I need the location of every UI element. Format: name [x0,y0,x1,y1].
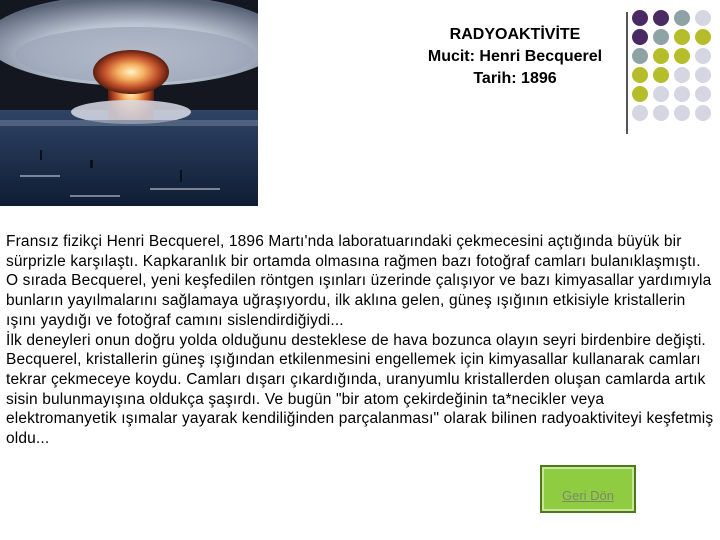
back-button-label[interactable]: Geri Dön [561,488,615,503]
decorative-dot-grid [630,10,720,120]
paragraph: O sırada Becquerel, yeni keşfedilen röntgen ışınları üzerinde çalışıyor ve bazı kimyasallar yardımıyla bunların yayılmalarını sağlamaya uğraşıyordu, ilk aklına gelen, güneş ışığının etkisiyle kristallerin ışını yaydığı ve fotoğraf camını sislendirdiğiydi... [6,272,712,329]
decorative-dot [653,10,669,26]
decorative-dot [632,86,648,102]
decorative-dot [695,48,711,64]
decorative-dot [632,105,648,121]
decorative-dot [653,105,669,121]
decorative-dot [674,67,690,83]
paragraph: Becquerel, kristallerin güneş ışığından etkilenmesini engellemek için kimyasallar kullanarak camları tekrar çekmeceye koydu. Camları dışarı çıkardığında, uranyumlu kristallerden oluşan camlarda artık sisin bulunmayışına oldukça şaşırdı. Ve bugün "bir atom çekirdeğinin ta*necikler veya elektromanyetik ışımalar yayarak kendiliğinden parçalanması" olarak bilinen radyoaktiviteyi keşfetmiş oldu... [6,351,714,448]
vertical-divider [626,12,628,134]
title-block [400,24,630,90]
page-title: RADYOAKTİVİTE [449,26,581,43]
decorative-dot [653,67,669,83]
decorative-dot [695,29,711,45]
decorative-dot [674,48,690,64]
inventor-line: Mucit: Henri Becquerel [427,48,603,65]
paragraph: Fransız fizikçi Henri Becquerel, 1896 Martı'nda laboratuarındaki çekmecesini açtığında büyük bir sürprizle karşılaştı. Kapkaranlık bir ortamda olmasına rağmen bazı fotoğraf camları bulanıklaşmıştı. [6,233,701,270]
mushroom-cloud-photo [0,0,258,206]
date-line: Tarih: 1896 [473,70,557,87]
decorative-dot [632,29,648,45]
decorative-dot [653,86,669,102]
article-body [6,232,718,449]
decorative-dot [674,10,690,26]
decorative-dot [653,29,669,45]
decorative-dot [632,67,648,83]
decorative-dot [695,67,711,83]
decorative-dot [695,105,711,121]
decorative-dot [632,48,648,64]
decorative-dot [695,10,711,26]
decorative-dot [674,105,690,121]
decorative-dot [653,48,669,64]
decorative-dot [674,86,690,102]
decorative-dot [674,29,690,45]
paragraph: İlk deneyleri onun doğru yolda olduğunu desteklese de hava bozunca olayın seyri birdenbire değişti. [6,331,706,349]
decorative-dot [695,86,711,102]
back-button[interactable] [540,465,636,513]
decorative-dot [632,10,648,26]
